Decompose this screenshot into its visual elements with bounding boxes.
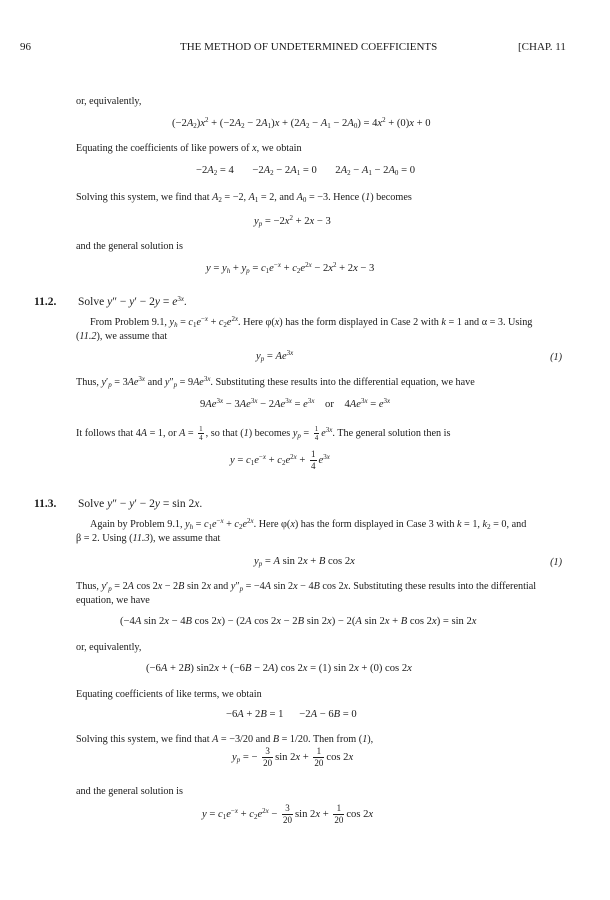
text-11-2-intro: From Problem 9.1, $y_h = c_1e^{-x} + c_2e^{2x}$. Here φ(x) has the form displayed in Case 2 with k = 1 and α = 3. Using xyxy=(90,315,533,329)
text-general-solution-1: and the general solution is xyxy=(76,241,183,252)
equation-11-2-yp: $y_p = Ae^{3x}$ xyxy=(256,349,294,363)
text-11-3-derivatives-cont: equation, we have xyxy=(76,595,150,606)
text-11-3-equating: Equating coefficients of like terms, we obtain xyxy=(76,689,262,700)
equation-system-1: $-2A_2 = 4$ $-2A_2 - 2A_1 = 0$ $2A_2 - A_1 - 2A_0 = 0$ xyxy=(196,165,415,177)
equation-11-2-general: $y = c_1e^{-x} + c_2e^{2x}$ + $\frac{1}{4}$ $e^{3x}$ xyxy=(230,449,330,471)
page-number: 96 xyxy=(20,41,31,53)
text-solving-system: Solving this system, we find that $A_2 = -2$, $A_1 = 2$, and $A_0 = -3$. Hence (1) becomes xyxy=(76,192,412,204)
equation-11-2-substitution: $9Ae^{3x} - 3Ae^{3x} - 2Ae^{3x} = e^{3x}$ or $4Ae^{3x} = e^{3x}$ xyxy=(200,397,391,410)
text-11-3-general-solution: and the general solution is xyxy=(76,786,183,797)
equation-11-3-collected: (−6A + 2B) sin2x + (−6B − 2A) cos 2x = (1) sin 2x + (0) cos 2x xyxy=(146,663,412,674)
text-11-3-or-equivalently: or, equivalently, xyxy=(76,642,142,653)
text-11-2-intro-cont: (11.2), we assume that xyxy=(76,331,168,342)
text-11-2-follows: It follows that 4A = 1, or A = $\frac{1}{4}$ , so that (1) becomes $y_p$ = $\frac{1}{4}$ $e^{3x}$. The general solution then is xyxy=(76,425,451,442)
text-11-3-derivatives: Thus, $y'_p = 2A$ cos 2x − 2B sin 2x and $y''_p = -4A$ sin 2x − 4B cos 2x. Substituting these results into the differential xyxy=(76,581,537,593)
equation-11-3-substitution: (−4A sin 2x − 4B cos 2x) − (2A cos 2x − 2B sin 2x) − 2(A sin 2x + B cos 2x) = sin 2x xyxy=(120,616,477,627)
chapter-label: [CHAP. 11 xyxy=(518,41,566,53)
problem-title-11-2: Solve $y'' - y' - 2y = e^{3x}$. xyxy=(78,295,187,308)
equation-11-3-system: −6A + 2B = 1 −2A − 6B = 0 xyxy=(226,709,357,720)
text-11-3-intro-cont: β = 2. Using (11.3), we assume that xyxy=(76,533,221,544)
equation-11-3-yp-result: $y_p$ = − $\frac{3}{20}$ sin 2x + $\frac{1}{20}$ cos 2x xyxy=(232,746,354,768)
text-11-3-intro: Again by Problem 9.1, $y_h = c_1e^{-x} + c_2e^{2x}$. Here φ(x) has the form displayed in Case 3 with k = 1, $k_2 = 0$, and xyxy=(90,517,527,531)
problem-number-11-3: 11.3. xyxy=(34,498,57,510)
equation-label-11-3: (1) xyxy=(550,557,562,568)
equation-yp-1: $y_p = -2x^2 + 2x - 3$ xyxy=(254,214,331,228)
running-title: THE METHOD OF UNDETERMINED COEFFICIENTS xyxy=(180,41,438,53)
text-equating-powers: Equating the coefficients of like powers of x, we obtain xyxy=(76,143,302,154)
text-11-2-derivatives: Thus, $y'_p = 3Ae^{3x}$ and $y''_p = 9Ae^{3x}$. Substituting these results into the differential equation, we have xyxy=(76,375,475,389)
equation-label-11-2: (1) xyxy=(550,352,562,363)
text-11-3-solving: Solving this system, we find that A = −3/20 and B = 1/20. Then from (1), xyxy=(76,734,374,745)
problem-number-11-2: 11.2. xyxy=(34,296,57,308)
equation-expanded: $(-2A_2)x^2 + (-2A_2 - 2A_1)x + (2A_2 - A_1 - 2A_0) = 4x^2 + (0)x + 0$ xyxy=(172,116,431,130)
equation-11-3-general: $y = c_1e^{-x} + c_2e^{2x}$ − $\frac{3}{20}$ sin 2x + $\frac{1}{20}$ cos 2x xyxy=(202,803,374,825)
text-or-equivalently: or, equivalently, xyxy=(76,96,142,107)
equation-11-3-yp: $y_p = A$ sin 2x + B cos 2x xyxy=(254,556,355,568)
problem-title-11-3: Solve y″ − y′ − 2y = sin 2x. xyxy=(78,498,203,510)
equation-general-1: $y = y_h + y_p = c_1e^{-x} + c_2e^{2x} - 2x^2 + 2x - 3$ xyxy=(206,261,375,275)
